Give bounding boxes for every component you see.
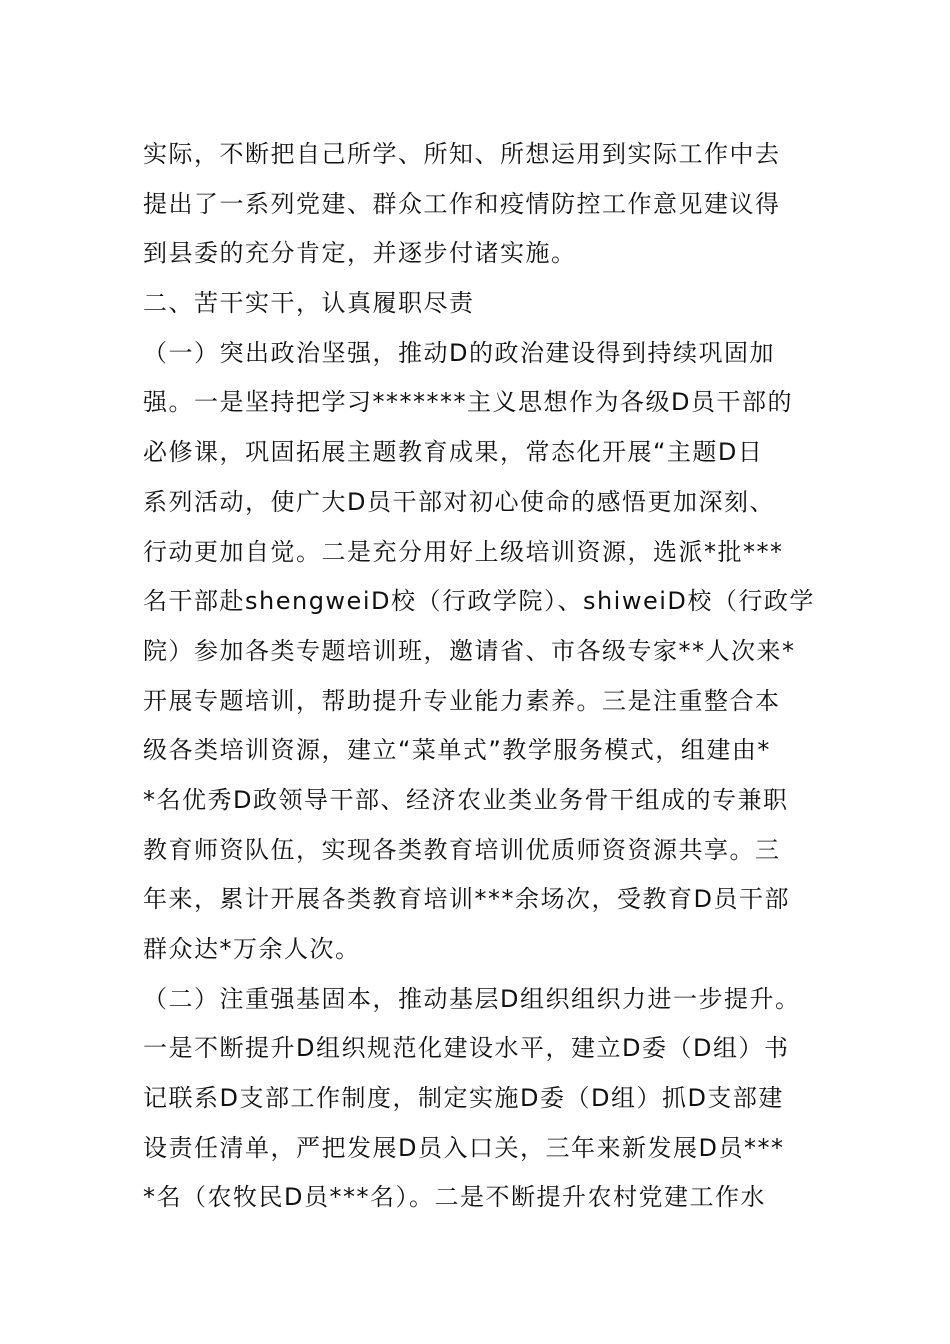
text-line: 教育师资队伍，实现各类教育培训优质师资资源共享。三 <box>143 835 781 864</box>
text-line: 强。一是坚持把学习*******主义思想作为各级D员干部的 <box>143 388 793 417</box>
text-line: 群众达*万余人次。 <box>143 935 361 963</box>
text-line: 年来，累计开展各类教育培训***余场次，受教育D员干部 <box>143 885 790 914</box>
text-line: 到县委的充分肯定，并逐步付诸实施。 <box>143 239 577 268</box>
text-line: 必修课，巩固拓展主题教育成果，常态化开展“主题D日 <box>143 438 764 467</box>
text-line: 一是不断提升D组织规范化建设水平，建立D委（D组）书 <box>143 1034 790 1063</box>
text-line: （二）注重强基固本，推动基层D组织组织力进一步提升。 <box>143 984 801 1013</box>
text-line: 院）参加各类专题培训班，邀请省、市各级专家**人次来* <box>143 636 796 665</box>
text-line: 实际，不断把自己所学、所知、所想运用到实际工作中去 <box>143 140 781 168</box>
text-line: 系列活动，使广大D员干部对初心使命的感悟更加深刻、 <box>143 487 775 516</box>
text-line: 提出了一系列党建、群众工作和疫情防控工作意见建议得 <box>143 189 781 218</box>
text-line: *名优秀D政领导干部、经济农业类业务骨干组成的专兼职 <box>143 785 789 814</box>
text-line: 设责任清单，严把发展D员入口关，三年来新发展D员*** <box>143 1133 785 1162</box>
section-heading: 二、苦干实干，认真履职尽责 <box>143 289 475 318</box>
text-line: *名（农牧民D员***名）。二是不断提升农村党建工作水 <box>143 1183 766 1212</box>
text-line: （一）突出政治坚强，推动D的政治建设得到持续巩固加 <box>143 338 775 367</box>
text-line: 行动更加自觉。二是充分用好上级培训资源，选派*批*** <box>143 537 784 566</box>
text-line: 级各类培训资源，建立“菜单式”教学服务模式，组建由* <box>143 736 771 765</box>
body-text <box>143 130 823 1223</box>
text-line: 名干部赴shengweiD校（行政学院）、shiweiD校（行政学 <box>143 587 815 616</box>
text-line: 开展专题培训，帮助提升专业能力素养。三是注重整合本 <box>143 686 781 715</box>
text-line: 记联系D支部工作制度，制定实施D委（D组）抓D支部建 <box>143 1084 784 1113</box>
